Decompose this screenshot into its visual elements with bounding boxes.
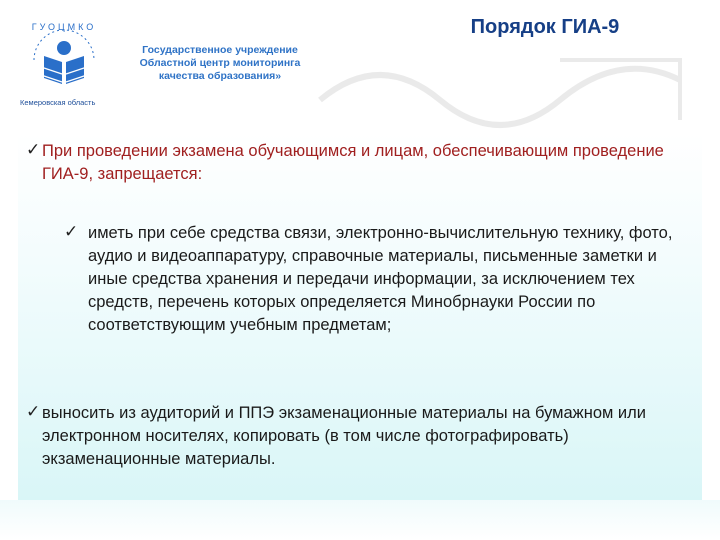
item-text: При проведении экзамена обучающимся и лицам, обеспечивающим проведение ГИА-9, запрещается:	[42, 142, 664, 183]
background-watermark-icon	[300, 40, 700, 130]
organization-name	[120, 44, 320, 83]
logo	[14, 14, 314, 114]
header	[0, 0, 720, 130]
org-line-3: качества образования»	[158, 70, 282, 82]
item-text: иметь при себе средства связи, электронно-вычислительную технику, фото, аудио и видеоаппаратуру, справочные материалы, письменные заметки и иные средства хранения и передачи информации, за исключением тех средств, перечень которых определяется Минобрнауки России по соответствующим учебным предметам;	[88, 224, 673, 334]
bottom-strip	[0, 500, 720, 540]
region-label: Кемеровская область	[20, 98, 96, 107]
org-line-2: Областной центр мониторинга	[139, 57, 301, 69]
check-icon: ✓	[64, 222, 79, 241]
org-line-1: Государственное учреждение	[142, 44, 298, 56]
page-title: Порядок ГИА-9	[470, 16, 620, 38]
check-icon: ✓	[26, 140, 41, 159]
svg-text:ГУОЦМКО: ГУОЦМКО	[31, 22, 97, 32]
item-text: выносить из аудиторий и ППЭ экзаменационные материалы на бумажном или электронном носителях, копировать (в том числе фотографировать) экзаменационные материалы.	[42, 404, 646, 468]
logo-book-icon	[24, 18, 104, 98]
check-icon: ✓	[26, 402, 41, 421]
